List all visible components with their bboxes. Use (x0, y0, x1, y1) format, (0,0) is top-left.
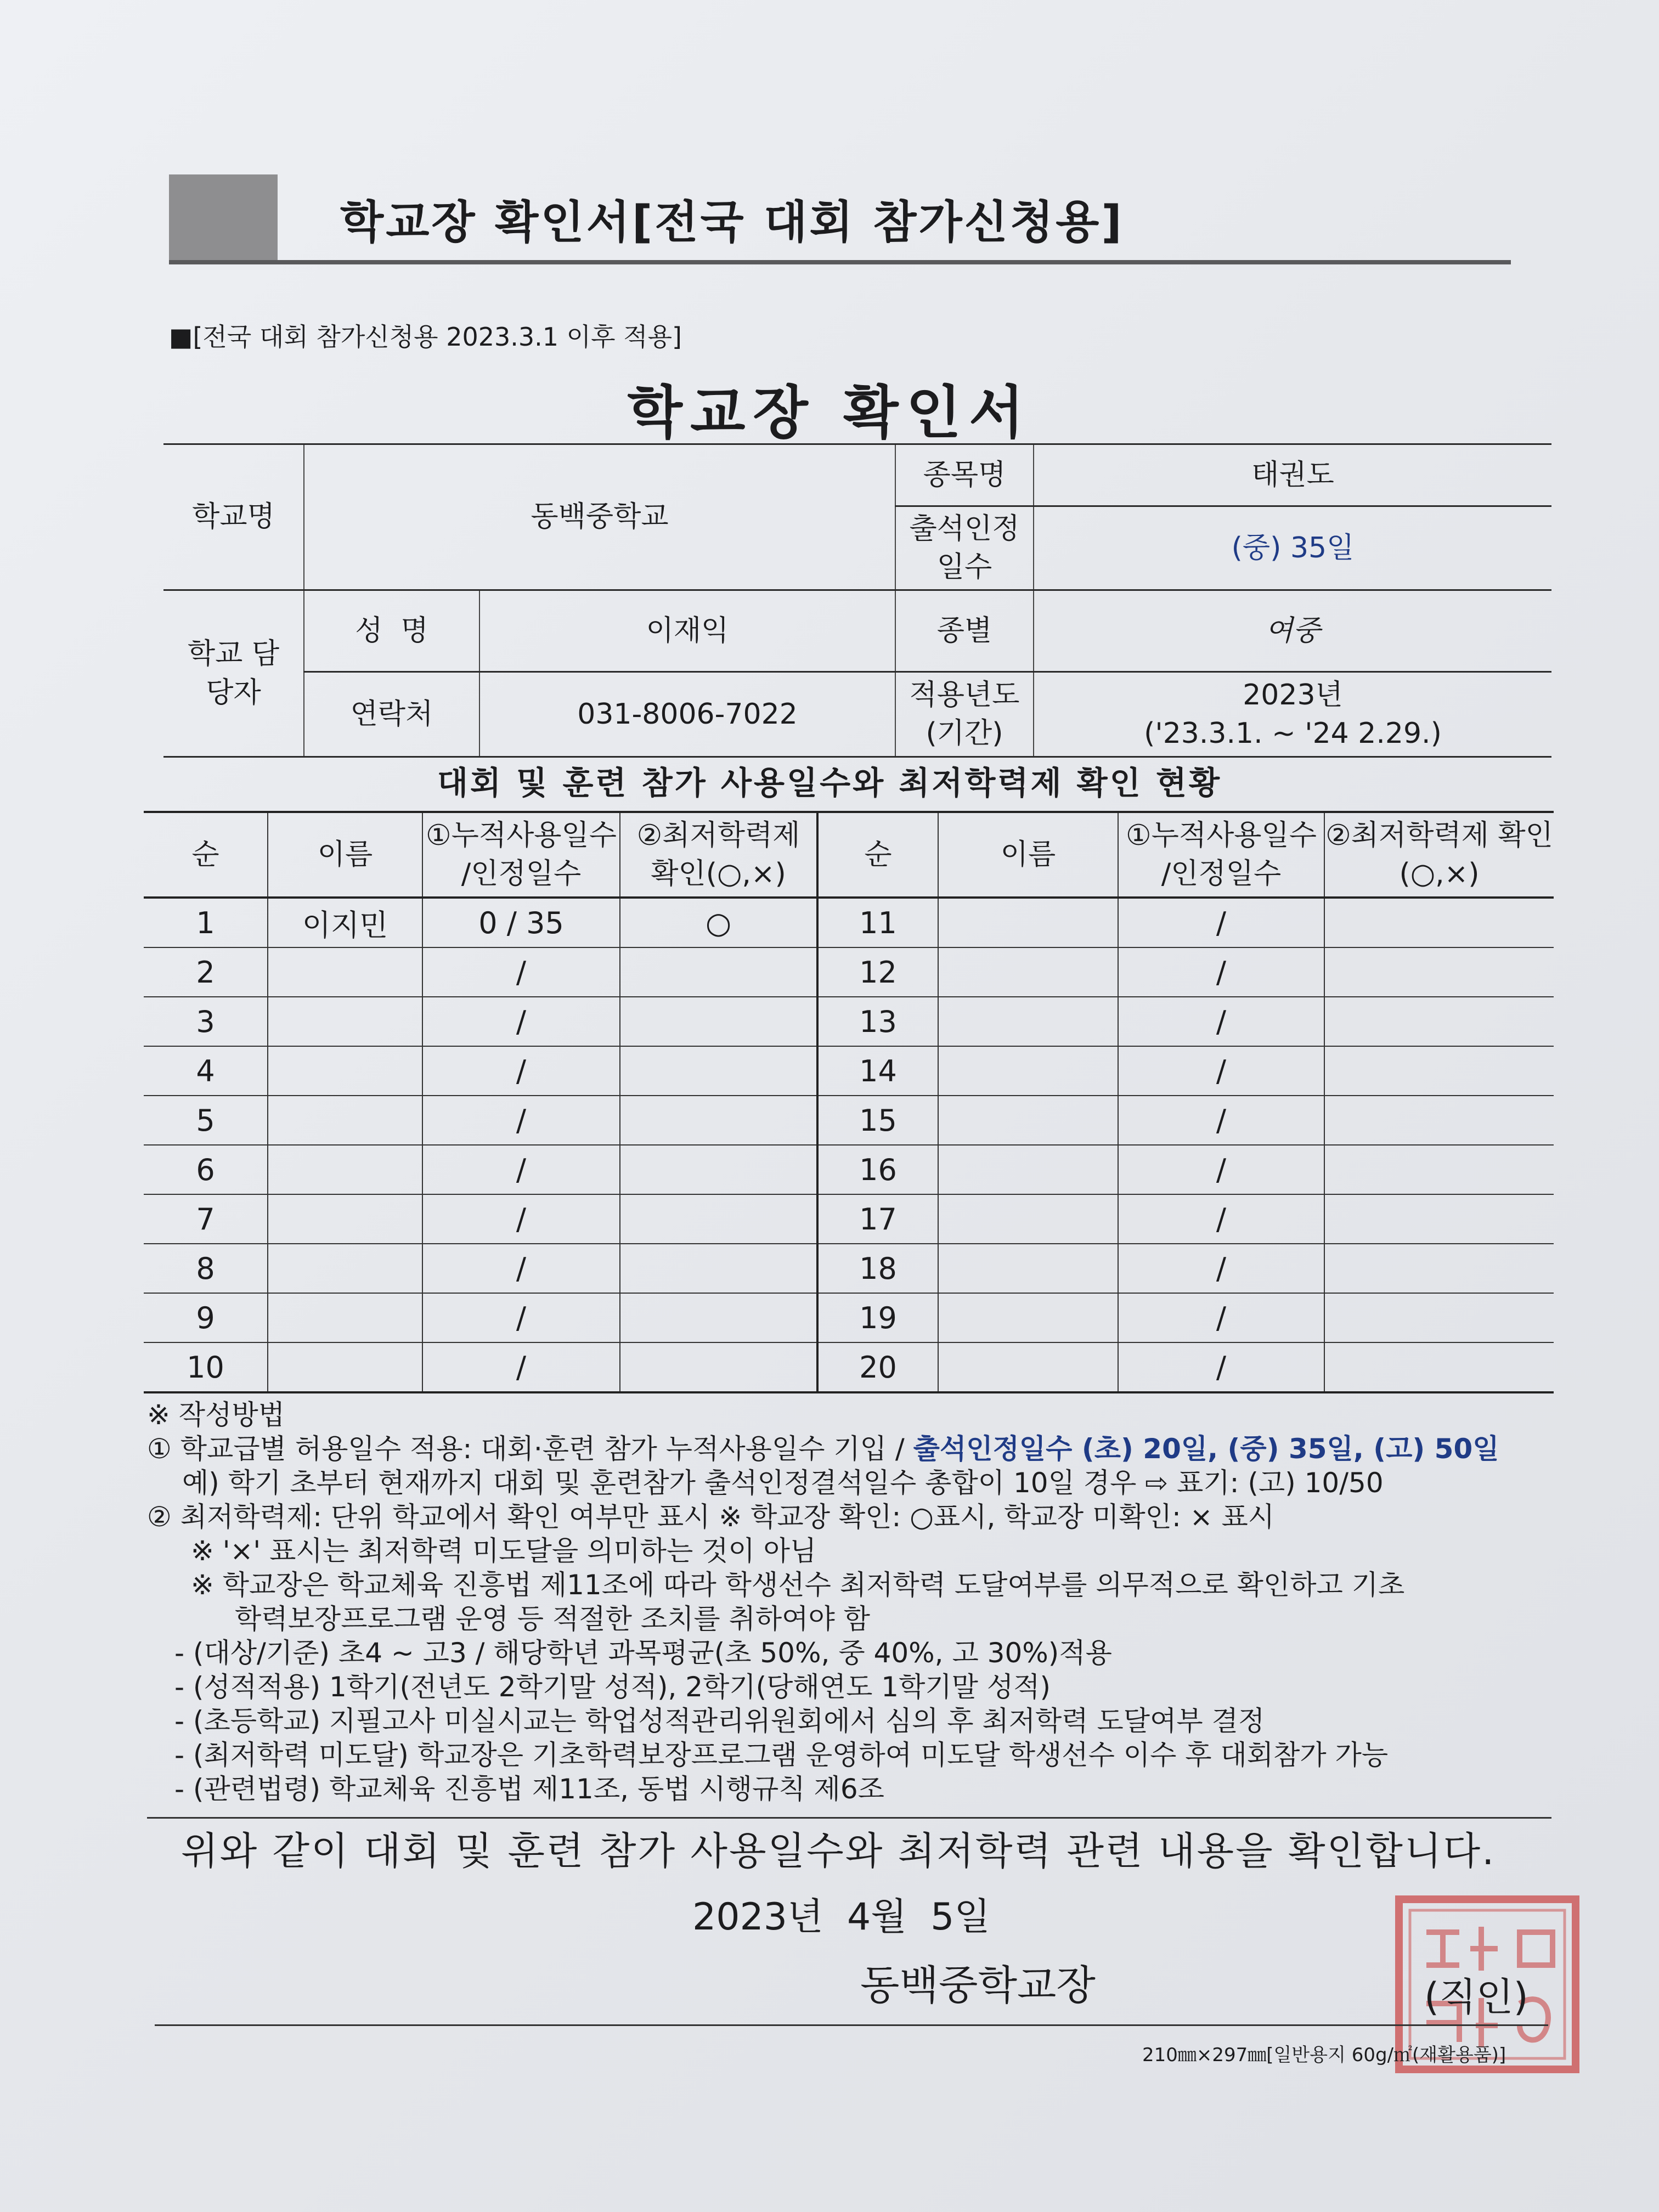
note-line: 학력보장프로그램 운영 등 적절한 조치를 취하여야 함 (235, 1603, 870, 1635)
row-days: / (422, 947, 620, 997)
table-row (144, 1194, 1554, 1244)
row-no: 18 (817, 1244, 938, 1293)
table-row (144, 1145, 1554, 1194)
header-title: 학교장 확인서[전국 대회 참가신청용] (340, 196, 1124, 249)
row-days: / (422, 1145, 620, 1194)
note-line: - (관련법령) 학교체육 진흥법 제11조, 동법 시행규칙 제6조 (174, 1773, 884, 1805)
attendance-value: (중) 35일 (1034, 506, 1551, 590)
row-check (1324, 898, 1554, 947)
row-check (620, 1145, 817, 1194)
row-no: 20 (817, 1342, 938, 1392)
note-line: - (대상/기준) 초4 ~ 고3 / 해당학년 과목평균(초 50%, 중 40%, 고 30%)적용 (174, 1637, 1112, 1669)
row-check (1324, 1342, 1554, 1392)
row-days: / (422, 1293, 620, 1342)
row-name (938, 997, 1118, 1046)
row-check (620, 1096, 817, 1145)
row-days: / (1118, 1244, 1324, 1293)
row-check (1324, 1096, 1554, 1145)
row-check (1324, 997, 1554, 1046)
seal-label: (직인) (1424, 1974, 1528, 2019)
notes-divider (147, 1817, 1551, 1819)
row-days: / (1118, 898, 1324, 947)
row-days: / (1118, 997, 1324, 1046)
row-no: 3 (144, 997, 268, 1046)
table-row (144, 1244, 1554, 1293)
note-emphasis: 출석인정일수 (초) 20일, (중) 35일, (고) 50일 (913, 1433, 1499, 1465)
row-check (620, 1293, 817, 1342)
row-no: 19 (817, 1293, 938, 1342)
header-check: ②최저학력제 확인(○,×) (1324, 812, 1554, 898)
row-check (620, 1342, 817, 1392)
status-table (144, 811, 1554, 1393)
row-name (938, 1145, 1118, 1194)
principal-name: 동백중학교장 (860, 1962, 1096, 2009)
header-name: 이름 (938, 812, 1118, 898)
table-row (144, 1046, 1554, 1096)
row-no: 4 (144, 1046, 268, 1096)
row-days: / (1118, 947, 1324, 997)
row-name (268, 1145, 422, 1194)
row-days: / (1118, 1342, 1324, 1392)
category-label: 종별 (895, 590, 1034, 672)
attendance-label: 출석인정 일수 (895, 506, 1034, 590)
row-check (1324, 1244, 1554, 1293)
row-no: 11 (817, 898, 938, 947)
row-no: 13 (817, 997, 938, 1046)
row-name (938, 1244, 1118, 1293)
note-line: - (초등학교) 지필고사 미실시교는 학업성적관리위원회에서 심의 후 최저학력 도달여부 결정 (174, 1705, 1265, 1737)
row-no: 17 (817, 1194, 938, 1244)
bottom-rule (155, 2024, 1548, 2026)
row-name (268, 1293, 422, 1342)
contact-person-label: 학교 담당자 (163, 590, 304, 757)
header-name: 이름 (268, 812, 422, 898)
status-title: 대회 및 훈련 참가 사용일수와 최저학력제 확인 현황 (437, 764, 1222, 802)
row-no: 16 (817, 1145, 938, 1194)
row-no: 7 (144, 1194, 268, 1244)
category-value: 여중 (1034, 590, 1551, 672)
row-check (620, 947, 817, 997)
row-name (938, 1293, 1118, 1342)
note-line: 예) 학기 초부터 현재까지 대회 및 훈련참가 출석인정결석일수 총합이 10일 경우 ⇨ 표기: (고) 10/50 (182, 1467, 1384, 1499)
row-days: / (1118, 1046, 1324, 1096)
row-no: 8 (144, 1244, 268, 1293)
phone-value: 031-8006-7022 (479, 672, 895, 757)
table-row (144, 1342, 1554, 1392)
row-name (938, 947, 1118, 997)
table-row (144, 947, 1554, 997)
row-no: 10 (144, 1342, 268, 1392)
table-row (144, 997, 1554, 1046)
row-name (268, 947, 422, 997)
header-gray-block (169, 174, 278, 264)
form-subnote: ■[전국 대회 참가신청용 2023.3.1 이후 적용] (169, 322, 682, 352)
period-value: ('23.3.1. ~ '24 2.29.) (1144, 717, 1442, 750)
year-label: 적용년도 (기간) (895, 672, 1034, 757)
table-row (144, 1096, 1554, 1145)
note-text: ① 학교급별 허용일수 적용: 대회·훈련 참가 누적사용일수 기입 / (147, 1433, 913, 1465)
row-no: 2 (144, 947, 268, 997)
row-check (620, 1046, 817, 1096)
row-name (268, 1244, 422, 1293)
row-days: / (422, 1342, 620, 1392)
row-name (268, 1194, 422, 1244)
row-days: / (422, 1244, 620, 1293)
header-no: 순 (817, 812, 938, 898)
header-no: 순 (144, 812, 268, 898)
row-name (938, 898, 1118, 947)
table-row (144, 1293, 1554, 1342)
row-check: ○ (620, 898, 817, 947)
row-no: 6 (144, 1145, 268, 1194)
row-no: 12 (817, 947, 938, 997)
year-cell (1034, 672, 1551, 757)
paper-spec: 210㎜×297㎜[일반용지 60g/㎡(재활용품)] (1142, 2044, 1506, 2066)
phone-label: 연락처 (304, 672, 479, 757)
row-no: 15 (817, 1096, 938, 1145)
row-name (268, 997, 422, 1046)
row-days: / (1118, 1293, 1324, 1342)
row-check (1324, 1046, 1554, 1096)
row-check (1324, 1145, 1554, 1194)
page-title: 학교장 확인서 (627, 379, 1032, 446)
row-check (620, 997, 817, 1046)
row-days: 0 / 35 (422, 898, 620, 947)
row-days: / (422, 1096, 620, 1145)
writing-instructions (147, 1398, 1551, 1806)
header-rule (169, 260, 1511, 264)
year-value: 2023년 (1243, 678, 1343, 712)
row-name (268, 1342, 422, 1392)
notes-heading: ※ 작성방법 (147, 1399, 285, 1431)
row-check (1324, 1194, 1554, 1244)
row-check (620, 1244, 817, 1293)
row-check (1324, 947, 1554, 997)
row-no: 5 (144, 1096, 268, 1145)
row-check (1324, 1293, 1554, 1342)
note-line: ② 최저학력제: 단위 학교에서 확인 여부만 표시 ※ 학교장 확인: ○표시, 학교장 미확인: × 표시 (147, 1501, 1275, 1533)
row-name (268, 1096, 422, 1145)
row-days: / (1118, 1096, 1324, 1145)
note-line: - (성적적용) 1학기(전년도 2학기말 성적), 2학기(당해연도 1학기말 성적) (174, 1671, 1051, 1703)
row-days: / (422, 1046, 620, 1096)
row-days: / (1118, 1194, 1324, 1244)
school-value: 동백중학교 (304, 444, 895, 590)
issue-date: 2023년 4월 5일 (692, 1895, 991, 1939)
table-row (144, 898, 1554, 947)
row-days: / (1118, 1145, 1324, 1194)
row-name (938, 1046, 1118, 1096)
header-days: ①누적사용일수 /인정일수 (1118, 812, 1324, 898)
school-label: 학교명 (163, 444, 304, 590)
row-days: / (422, 997, 620, 1046)
info-table (163, 443, 1551, 758)
note-line (147, 1432, 1551, 1466)
header-days: ①누적사용일수 /인정일수 (422, 812, 620, 898)
row-name (938, 1342, 1118, 1392)
note-line: - (최저학력 미도달) 학교장은 기초학력보장프로그램 운영하여 미도달 학생선수 이수 후 대회참가 가능 (174, 1739, 1389, 1771)
row-name (938, 1096, 1118, 1145)
header-check: ②최저학력제 확인(○,×) (620, 812, 817, 898)
row-days: / (422, 1194, 620, 1244)
confirmation-statement: 위와 같이 대회 및 훈련 참가 사용일수와 최저학력 관련 내용을 확인합니다. (181, 1829, 1496, 1874)
row-no: 14 (817, 1046, 938, 1096)
name-label: 성 명 (304, 590, 479, 672)
row-name (938, 1194, 1118, 1244)
row-no: 9 (144, 1293, 268, 1342)
row-name: 이지민 (268, 898, 422, 947)
sport-label: 종목명 (895, 444, 1034, 506)
row-no: 1 (144, 898, 268, 947)
name-value: 이재익 (479, 590, 895, 672)
row-name (268, 1046, 422, 1096)
sport-value: 태권도 (1034, 444, 1551, 506)
note-line: ※ 학교장은 학교체육 진흥법 제11조에 따라 학생선수 최저학력 도달여부를 의무적으로 확인하고 기초 (191, 1569, 1405, 1601)
row-check (620, 1194, 817, 1244)
note-line: ※ '×' 표시는 최저학력 미도달을 의미하는 것이 아님 (191, 1535, 817, 1567)
